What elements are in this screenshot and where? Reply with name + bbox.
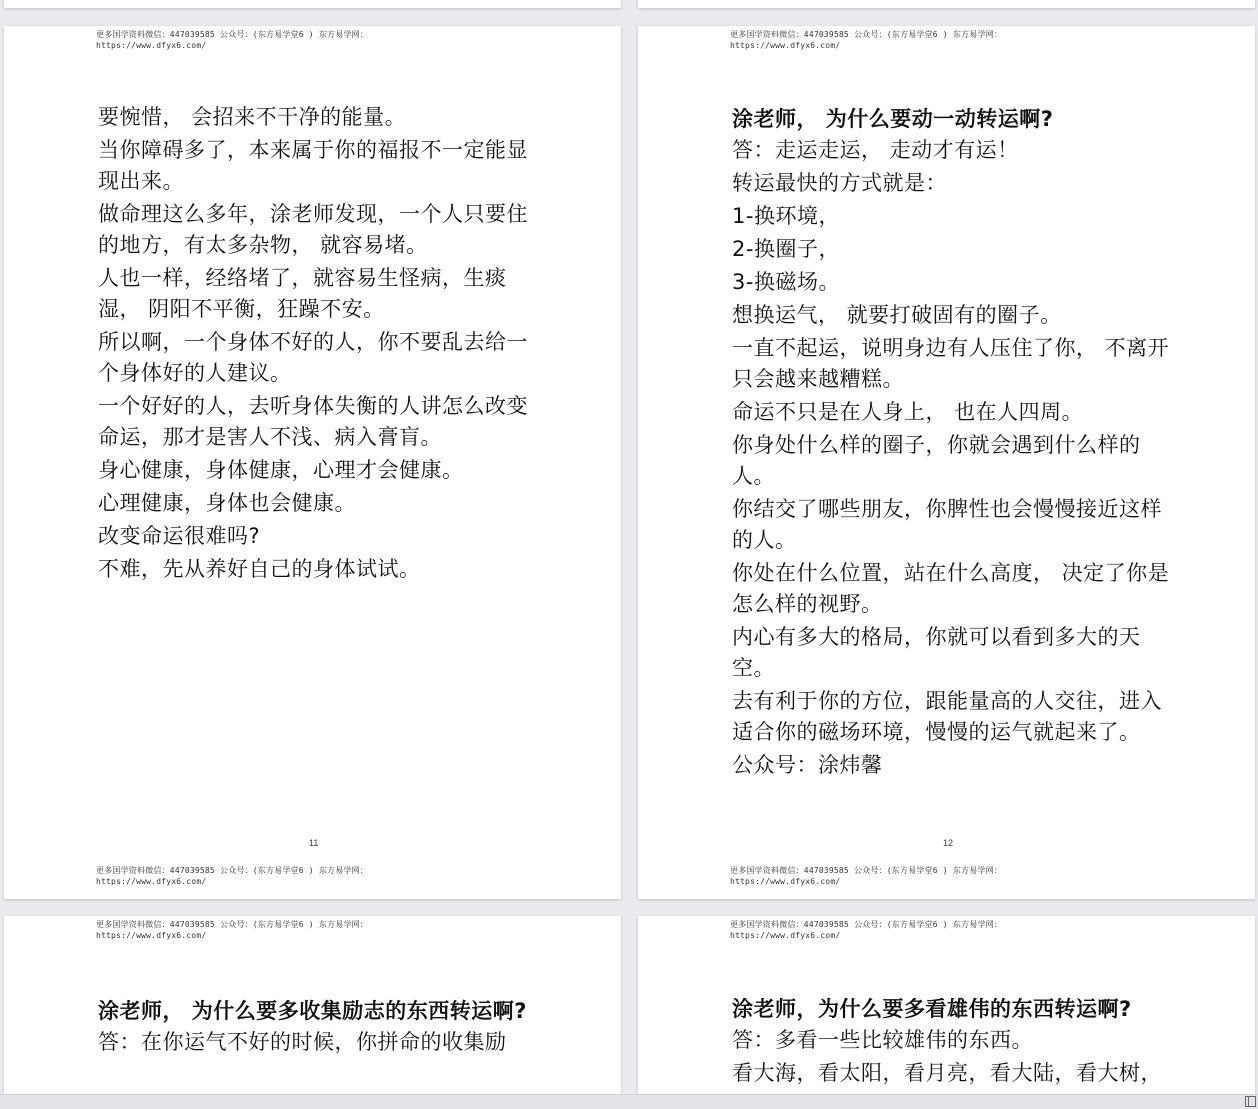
header-line-2: https://www.dfyx6.com/ — [96, 877, 207, 886]
paragraph: 一直不起运，说明身边有人压住了你， 不离开只会越来越糟糕。 — [732, 336, 1170, 391]
paragraph: 人也一样，经络堵了，就容易生怪病，生痰湿， 阴阳不平衡，狂躁不安。 — [98, 266, 507, 321]
paragraph: 你结交了哪些朋友，你脾性也会慢慢接近这样的人。 — [732, 497, 1162, 552]
header-line-2: https://www.dfyx6.com/ — [730, 41, 841, 50]
paragraph: 想换运气， 就要打破固有的圈子。 — [732, 303, 1062, 327]
page-header — [96, 29, 368, 51]
paragraph: 命运不只是在人身上， 也在人四周。 — [732, 400, 1084, 424]
paragraph: 你身处什么样的圈子，你就会遇到什么样的人。 — [732, 433, 1141, 488]
paragraph: 你处在什么位置，站在什么高度， 决定了你是怎么样的视野。 — [732, 561, 1170, 616]
header-line-1: 更多国学资料微信：447039585 公众号：(东方易学堂6 ) 东方易学网： — [730, 30, 1003, 39]
page-13-body — [98, 996, 538, 1060]
page-number: 11 — [309, 838, 319, 848]
page-10-left-partial — [4, 0, 621, 8]
header-line-1: 更多国学资料微信：447039585 公众号：(东方易学堂6 ) 东方易学网： — [96, 30, 369, 39]
paragraph: 改变命运很难吗? — [98, 524, 261, 548]
section-title: 涂老师， 为什么要多收集励志的东西转运啊? — [98, 999, 527, 1023]
page-footer-header — [730, 865, 1002, 887]
paragraph: 所以啊，一个身体不好的人，你不要乱去给一个身体好的人建议。 — [98, 330, 528, 385]
page-12-body — [732, 104, 1177, 783]
header-line-2: https://www.dfyx6.com/ — [730, 931, 841, 940]
paragraph: 2-换圈子， — [732, 237, 840, 261]
page-14 — [638, 916, 1255, 1094]
paragraph: 心理健康，身体也会健康。 — [98, 491, 356, 515]
paragraph: 要惋惜， 会招来不干净的能量。 — [98, 105, 407, 129]
paragraph: 做命理这么多年，涂老师发现，一个人只要住的地方，有太多杂物， 就容易堵。 — [98, 202, 528, 257]
paragraph: 当你障碍多了，本来属于你的福报不一定能显现出来。 — [98, 138, 528, 193]
page-14-body — [732, 994, 1177, 1091]
paragraph: 不难，先从养好自己的身体试试。 — [98, 557, 421, 581]
page-header — [730, 919, 1002, 941]
paragraph: 答：走运走运， 走动才有运！ — [732, 138, 1019, 162]
paragraph: 3-换磁场。 — [732, 270, 840, 294]
paragraph: 转运最快的方式就是： — [732, 171, 947, 195]
paragraph: 看大海，看太阳，看月亮，看大陆，看大树， — [732, 1061, 1162, 1085]
paragraph: 公众号：涂炜馨 — [732, 753, 883, 777]
paragraph: 身心健康，身体健康，心理才会健康。 — [98, 458, 464, 482]
header-line-2: https://www.dfyx6.com/ — [96, 41, 207, 50]
viewer-status-bar — [0, 1094, 1258, 1109]
header-line-1: 更多国学资料微信：447039585 公众号：(东方易学堂6 ) 东方易学网： — [730, 920, 1003, 929]
page-10-right-partial — [638, 0, 1255, 8]
page-header — [96, 919, 368, 941]
paragraph: 答：在你运气不好的时候，你拼命的收集励 — [98, 1030, 507, 1054]
page-11 — [4, 26, 621, 899]
section-title: 涂老师， 为什么要动一动转运啊? — [732, 107, 1054, 131]
header-line-1: 更多国学资料微信：447039585 公众号：(东方易学堂6 ) 东方易学网： — [730, 866, 1003, 875]
paragraph: 一个好好的人，去听身体失衡的人讲怎么改变命运，那才是害人不浅、病入膏肓。 — [98, 394, 528, 449]
page-11-body — [98, 102, 538, 587]
paragraph: 去有利于你的方位，跟能量高的人交往，进入适合你的磁场环境，慢慢的运气就起来了。 — [732, 689, 1162, 744]
page-number: 12 — [943, 838, 954, 848]
header-line-2: https://www.dfyx6.com/ — [730, 877, 841, 886]
page-13 — [4, 916, 621, 1094]
paragraph: 内心有多大的格局，你就可以看到多大的天空。 — [732, 625, 1141, 680]
section-title: 涂老师，为什么要多看雄伟的东西转运啊? — [732, 997, 1132, 1021]
page-header — [730, 29, 1002, 51]
page-footer-header — [96, 865, 368, 887]
paragraph: 答：多看一些比较雄伟的东西。 — [732, 1028, 1033, 1052]
sidebar-toggle-icon[interactable] — [1245, 1096, 1256, 1107]
header-line-1: 更多国学资料微信：447039585 公众号：(东方易学堂6 ) 东方易学网： — [96, 866, 369, 875]
page-12 — [638, 26, 1255, 899]
header-line-2: https://www.dfyx6.com/ — [96, 931, 207, 940]
paragraph: 1-换环境， — [732, 204, 840, 228]
header-line-1: 更多国学资料微信：447039585 公众号：(东方易学堂6 ) 东方易学网： — [96, 920, 369, 929]
